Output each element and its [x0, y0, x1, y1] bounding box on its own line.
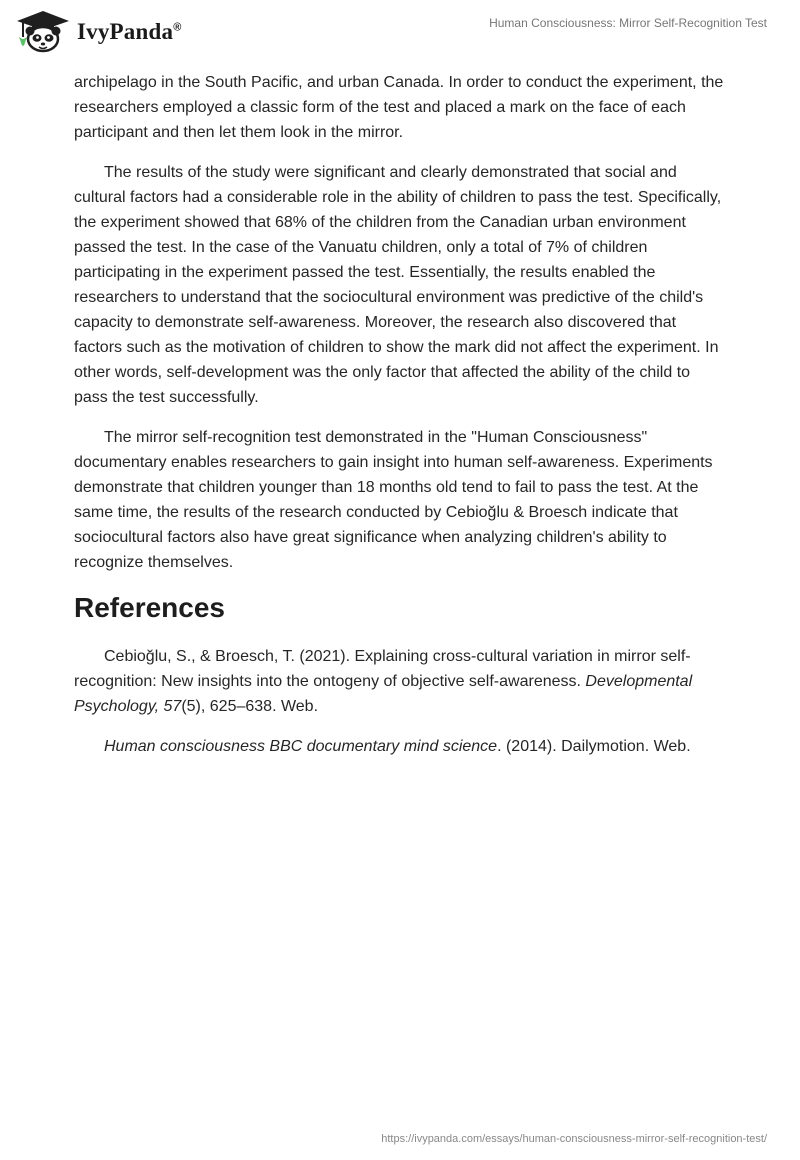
footer-url-link[interactable]: https://ivypanda.com/essays/human-consciousness-mirror-self-recognition-test/ [381, 1133, 767, 1145]
page-header [0, 0, 800, 66]
reference-text: Cebioğlu, S., & Broesch, T. (2021). Explaining cross-cultural variation in mirror self-recognition: New insights into the ontogeny of objective self-awareness. [74, 648, 691, 690]
paragraph: The results of the study were significant and clearly demonstrated that social and cultural factors had a considerable role in the ability of children to pass the test. Specifically, the experiment showed that 68% of the children from the Canadian urban environment passed the test. In the case of the Vanuatu children, only a total of 7% of children participating in the experiment passed the test. Essentially, the results enabled the researchers to understand that the sociocultural environment was predictive of the child's capacity to demonstrate self-awareness. Moreover, the research also discovered that factors such as the motivation of children to show the mark did not affect the experiment. In other words, self-development was the only factor that affected the ability of the child to pass the test successfully. [74, 164, 722, 406]
reference-entry [74, 644, 726, 719]
reference-journal: Developmental Psychology, 57 [74, 673, 693, 715]
reference-issue-pages: (5), 625–638. Web. [181, 698, 319, 715]
essay-content [74, 70, 726, 774]
registered-mark: ® [173, 21, 182, 34]
ivypanda-logo[interactable] [15, 9, 182, 53]
references-heading: References [74, 592, 225, 623]
paragraph: The mirror self-recognition test demonstrated in the "Human Consciousness" documentary enables researchers to gain insight into human self-awareness. Experiments demonstrate that children younger than 18 months old tend to fail to pass the test. At the same time, the results of the research conducted by Cebioğlu & Broesch indicate that sociocultural factors also have great significance when analyzing children's ability to recognize themselves. [74, 429, 713, 571]
reference-entry [74, 734, 726, 759]
panda-graduate-icon [15, 9, 71, 53]
reference-details: . (2014). Dailymotion. Web. [497, 738, 691, 755]
document-title: Human Consciousness: Mirror Self-Recognition Test [489, 16, 767, 30]
brand-name: IvyPanda® [77, 19, 182, 44]
reference-title: Human consciousness BBC documentary mind science [104, 738, 498, 755]
paragraph: archipelago in the South Pacific, and urban Canada. In order to conduct the experiment, the researchers employed a classic form of the test and placed a mark on the face of each participant and then let them look in the mirror. [74, 74, 724, 141]
